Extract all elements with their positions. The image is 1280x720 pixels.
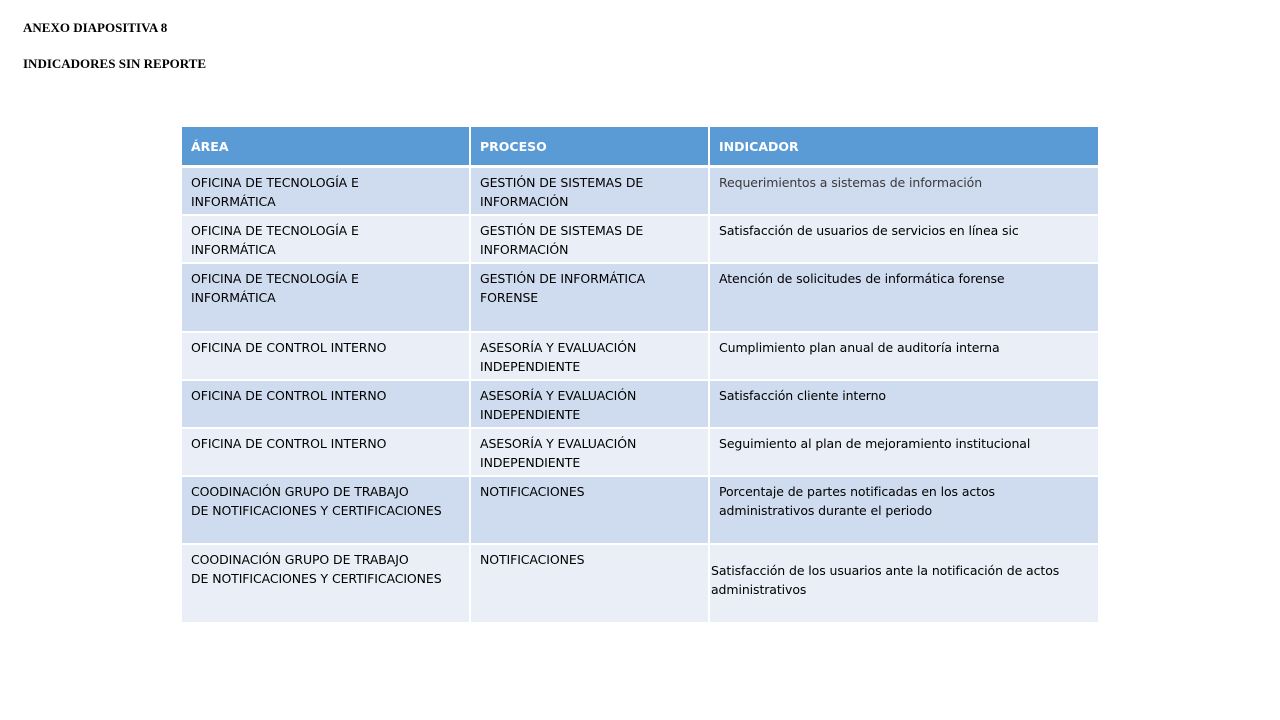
indicador-line: Satisfacción cliente interno bbox=[719, 388, 886, 403]
indicador-line: Cumplimiento plan anual de auditoría interna bbox=[719, 340, 1000, 355]
slide-title: ANEXO DIAPOSITIVA 8 bbox=[23, 20, 168, 35]
proceso-cell bbox=[470, 428, 709, 476]
indicador-line: administrativos durante el periodo bbox=[719, 503, 933, 518]
table-row bbox=[182, 428, 1098, 476]
proceso-line: GESTIÓN DE SISTEMAS DE bbox=[480, 175, 644, 190]
indicador-cell bbox=[709, 476, 1098, 544]
area-line: INFORMÁTICA bbox=[191, 194, 276, 209]
area-line: OFICINA DE CONTROL INTERNO bbox=[191, 388, 387, 403]
proceso-cell bbox=[470, 476, 709, 544]
table-row bbox=[182, 380, 1098, 428]
area-cell bbox=[182, 215, 470, 263]
proceso-line: INFORMACIÓN bbox=[480, 242, 569, 257]
area-cell bbox=[182, 167, 470, 216]
area-line: INFORMÁTICA bbox=[191, 242, 276, 257]
indicador-cell bbox=[709, 380, 1098, 428]
indicador-cell bbox=[709, 263, 1098, 332]
proceso-line: INDEPENDIENTE bbox=[480, 359, 581, 374]
area-line: OFICINA DE TECNOLOGÍA E bbox=[191, 175, 359, 190]
proceso-line: GESTIÓN DE INFORMÁTICA bbox=[480, 271, 646, 286]
indicador-line: Atención de solicitudes de informática forense bbox=[719, 271, 1005, 286]
area-cell bbox=[182, 544, 470, 623]
proceso-cell bbox=[470, 332, 709, 380]
proceso-cell bbox=[470, 380, 709, 428]
proceso-line: INDEPENDIENTE bbox=[480, 455, 581, 470]
column-header-area: ÁREA bbox=[182, 127, 470, 167]
proceso-line: INDEPENDIENTE bbox=[480, 407, 581, 422]
proceso-cell bbox=[470, 263, 709, 332]
table-row bbox=[182, 167, 1098, 216]
indicador-cell bbox=[709, 215, 1098, 263]
proceso-line: FORENSE bbox=[480, 290, 539, 305]
indicador-cell bbox=[709, 428, 1098, 476]
proceso-cell bbox=[470, 167, 709, 216]
table-row bbox=[182, 476, 1098, 544]
area-cell bbox=[182, 476, 470, 544]
proceso-line: ASESORÍA Y EVALUACIÓN bbox=[480, 436, 637, 451]
table-row bbox=[182, 215, 1098, 263]
area-cell bbox=[182, 380, 470, 428]
indicador-line: Satisfacción de usuarios de servicios en línea sic bbox=[719, 223, 1019, 238]
area-line: DE NOTIFICACIONES Y CERTIFICACIONES bbox=[191, 503, 442, 518]
slide-subtitle: INDICADORES SIN REPORTE bbox=[23, 56, 207, 71]
indicador-line: Seguimiento al plan de mejoramiento institucional bbox=[719, 436, 1031, 451]
area-line: DE NOTIFICACIONES Y CERTIFICACIONES bbox=[191, 571, 442, 586]
indicador-line: Requerimientos a sistemas de información bbox=[719, 175, 983, 190]
area-line: COODINACIÓN GRUPO DE TRABAJO bbox=[191, 484, 409, 499]
area-line: COODINACIÓN GRUPO DE TRABAJO bbox=[191, 552, 409, 567]
indicador-line: administrativos bbox=[711, 582, 807, 597]
indicador-line: Satisfacción de los usuarios ante la notificación de actos bbox=[711, 563, 1060, 578]
indicador-cell bbox=[709, 167, 1098, 216]
indicador-cell bbox=[709, 544, 1098, 623]
column-header-proceso: PROCESO bbox=[470, 127, 709, 167]
proceso-line: NOTIFICACIONES bbox=[480, 552, 585, 567]
indicators-table bbox=[182, 127, 1098, 624]
area-line: OFICINA DE CONTROL INTERNO bbox=[191, 436, 387, 451]
area-line: OFICINA DE CONTROL INTERNO bbox=[191, 340, 387, 355]
table-row bbox=[182, 263, 1098, 332]
table-row bbox=[182, 332, 1098, 380]
area-line: OFICINA DE TECNOLOGÍA E bbox=[191, 271, 359, 286]
proceso-line: ASESORÍA Y EVALUACIÓN bbox=[480, 340, 637, 355]
area-cell bbox=[182, 263, 470, 332]
proceso-line: ASESORÍA Y EVALUACIÓN bbox=[480, 388, 637, 403]
area-cell bbox=[182, 332, 470, 380]
indicador-cell bbox=[709, 332, 1098, 380]
indicador-line: Porcentaje de partes notificadas en los actos bbox=[719, 484, 995, 499]
proceso-cell bbox=[470, 544, 709, 623]
proceso-cell bbox=[470, 215, 709, 263]
area-cell bbox=[182, 428, 470, 476]
proceso-line: INFORMACIÓN bbox=[480, 194, 569, 209]
table-row bbox=[182, 544, 1098, 623]
area-line: INFORMÁTICA bbox=[191, 290, 276, 305]
table-header-row bbox=[182, 127, 1098, 167]
proceso-line: GESTIÓN DE SISTEMAS DE bbox=[480, 223, 644, 238]
column-header-indicador: INDICADOR bbox=[709, 127, 1098, 167]
proceso-line: NOTIFICACIONES bbox=[480, 484, 585, 499]
area-line: OFICINA DE TECNOLOGÍA E bbox=[191, 223, 359, 238]
